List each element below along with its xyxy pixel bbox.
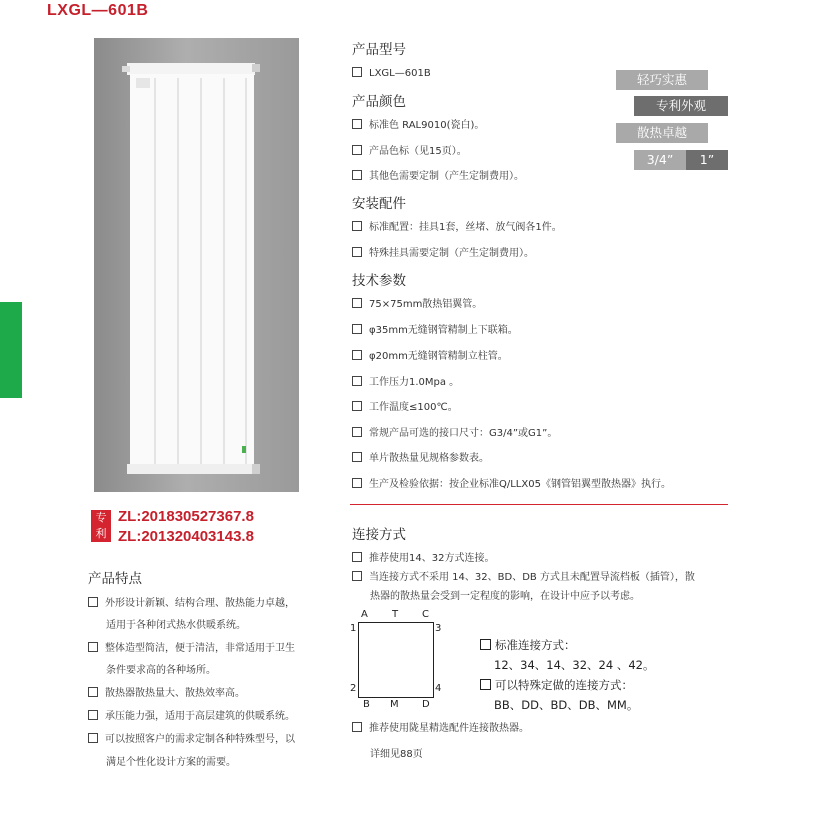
checkbox-icon	[352, 401, 362, 411]
tag-size-one-inch: 1”	[686, 150, 728, 170]
checkbox-icon	[352, 552, 362, 562]
diagram-label-a: A	[361, 609, 368, 620]
color-item: 标准色 RAL9010(瓷白)。	[352, 119, 484, 133]
features-heading: 产品特点	[88, 571, 142, 587]
tag-heat-performance: 散热卓越	[616, 123, 708, 143]
checkbox-icon	[352, 427, 362, 437]
patent-number: ZL:201830527367.8	[118, 508, 254, 525]
diagram-label-3: 3	[435, 623, 442, 634]
checkbox-icon	[88, 597, 98, 607]
checkbox-icon	[88, 642, 98, 652]
checkbox-icon	[352, 376, 362, 386]
tag-lightweight: 轻巧实惠	[616, 70, 708, 90]
checkbox-icon	[352, 571, 362, 581]
diagram-label-t: T	[392, 609, 399, 620]
connection-heading: 连接方式	[352, 527, 406, 543]
diagram-label-4: 4	[435, 683, 442, 694]
diagram-label-1: 1	[350, 623, 357, 634]
checkbox-icon	[480, 679, 491, 690]
standard-connection-label: 标准连接方式：	[480, 637, 576, 653]
tag-size-three-quarter: 3/4”	[634, 150, 686, 170]
connection-item: 推荐使用14、32方式连接。	[352, 552, 494, 566]
standard-connection-values: 12、34、14、32、24 、42。	[494, 658, 655, 672]
tech-item: 单片散热量见规格参数表。	[352, 452, 489, 466]
checkbox-icon	[88, 710, 98, 720]
accessories-item: 标准配置：挂具1套，丝堵、放气阀各1件。	[352, 221, 562, 235]
tech-item: φ20mm无缝钢管精制立柱管。	[352, 350, 508, 364]
valve-indicator-icon	[242, 446, 246, 453]
checkbox-icon	[352, 324, 362, 334]
checkbox-icon	[352, 170, 362, 180]
accessories-item: 特殊挂具需要定制（产生定制费用）。	[352, 247, 534, 261]
special-connection-values: BB、DD、BD、DB、MM。	[494, 698, 639, 712]
page-reference-note: 详细见88页	[370, 749, 423, 760]
checkbox-icon	[352, 452, 362, 462]
side-green-tab	[0, 302, 22, 398]
connection-item: 推荐使用陇星精选配件连接散热器。	[352, 722, 529, 736]
model-heading: 产品型号	[352, 42, 406, 58]
radiator-illustration	[94, 38, 299, 492]
accessories-heading: 安装配件	[352, 196, 406, 212]
section-divider	[350, 504, 728, 505]
checkbox-icon	[88, 687, 98, 697]
checkbox-icon	[352, 67, 362, 77]
tech-item: φ35mm无缝钢管精制上下联箱。	[352, 324, 518, 338]
feature-item: 整体造型简洁，便于清洁，非常适用于卫生	[88, 642, 295, 656]
diagram-label-c: C	[422, 609, 429, 620]
checkbox-icon	[480, 639, 491, 650]
feature-item: 可以按照客户的需求定制各种特殊型号，以	[88, 733, 295, 747]
checkbox-icon	[352, 722, 362, 732]
tech-item: 75×75mm散热铝翼管。	[352, 298, 482, 312]
feature-item: 散热器散热量大、散热效率高。	[88, 687, 245, 701]
feature-item: 外形设计新颖、结构合理、散热能力卓越，	[88, 597, 295, 611]
feature-item-cont: 条件要求高的各种场所。	[106, 665, 216, 676]
tech-item: 工作压力1.0Mpa 。	[352, 376, 459, 390]
tag-patent-design: 专利外观	[634, 96, 728, 116]
connection-diagram-box	[358, 622, 434, 698]
checkbox-icon	[352, 247, 362, 257]
patent-badge: 专 利	[91, 510, 111, 542]
product-photo	[94, 38, 299, 492]
logo-emblem-icon	[136, 78, 150, 88]
diagram-label-2: 2	[350, 683, 357, 694]
tech-item: 工作温度≤100℃。	[352, 401, 458, 415]
checkbox-icon	[352, 145, 362, 155]
patent-number: ZL:201320403143.8	[118, 528, 254, 545]
tech-item: 生产及检验依据：按企业标准Q/LLX05《钢管铝翼型散热器》执行。	[352, 478, 671, 492]
connection-item-cont: 热器的散热量会受到一定程度的影响，在设计中应予以考虑。	[370, 591, 640, 602]
color-heading: 产品颜色	[352, 94, 406, 110]
connection-item: 当连接方式不采用 14、32、BD、DB 方式且未配置导流档板（插管），散	[352, 571, 695, 585]
checkbox-icon	[352, 298, 362, 308]
feature-item-cont: 适用于各种闭式热水供暖系统。	[106, 620, 246, 631]
model-item: LXGL—601B	[352, 67, 431, 81]
color-item: 产品色标（见15页）。	[352, 145, 467, 159]
tech-heading: 技术参数	[352, 273, 406, 289]
feature-item: 承压能力强，适用于高层建筑的供暖系统。	[88, 710, 295, 724]
checkbox-icon	[88, 733, 98, 743]
checkbox-icon	[352, 478, 362, 488]
checkbox-icon	[352, 350, 362, 360]
diagram-label-d: D	[422, 699, 430, 710]
checkbox-icon	[352, 221, 362, 231]
checkbox-icon	[352, 119, 362, 129]
tech-item: 常规产品可选的接口尺寸：G3/4”或G1”。	[352, 427, 557, 441]
diagram-label-b: B	[363, 699, 370, 710]
color-item: 其他色需要定制（产生定制费用）。	[352, 170, 524, 184]
feature-item-cont: 满足个性化设计方案的需要。	[106, 757, 236, 768]
model-title: LXGL—601B	[47, 2, 149, 19]
special-connection-label: 可以特殊定做的连接方式：	[480, 677, 633, 693]
diagram-label-m: M	[390, 699, 399, 710]
